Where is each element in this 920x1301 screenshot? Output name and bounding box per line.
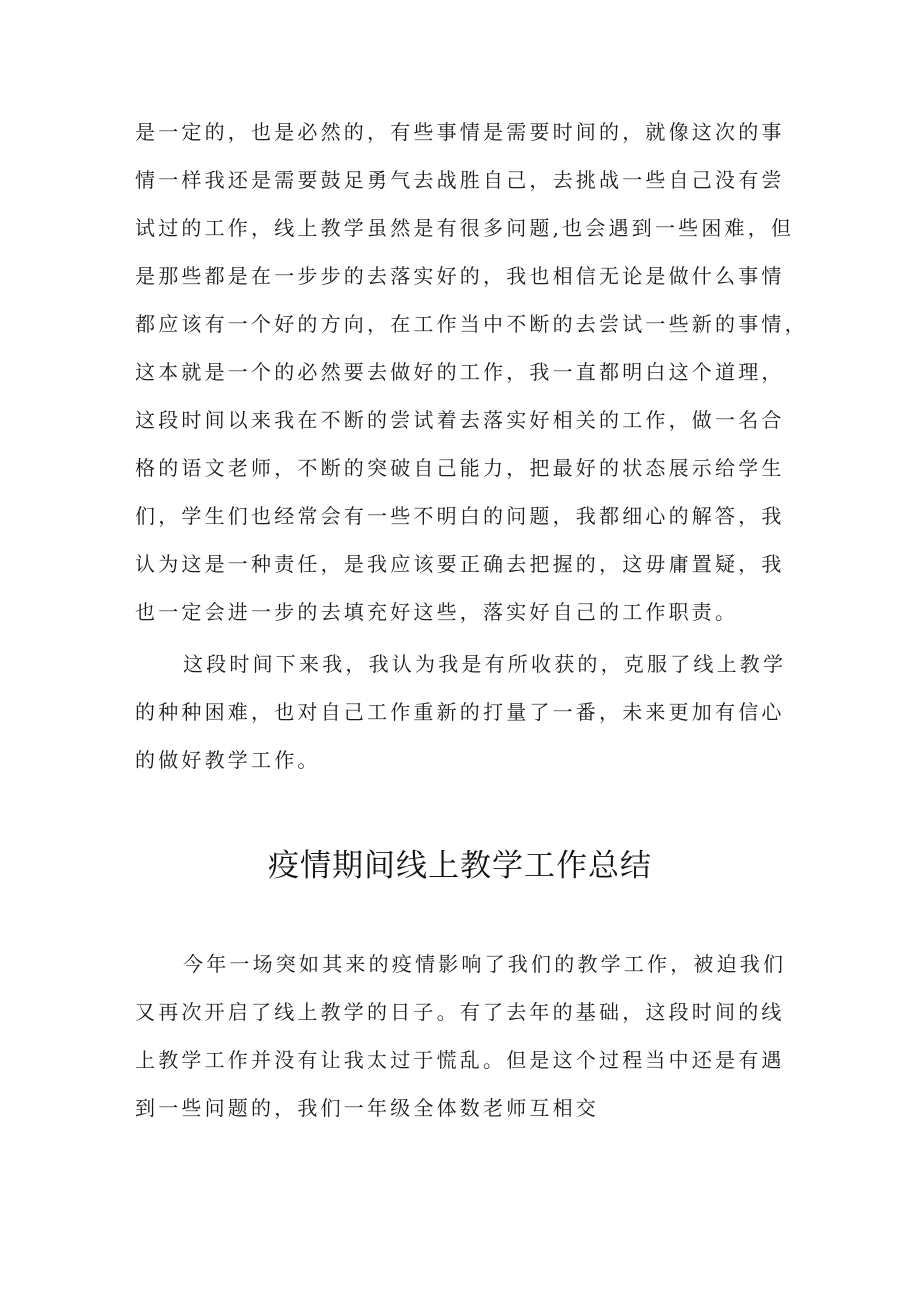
text-line: 这本就是一个的必然要去做好的工作，我一直都明白这个道理， <box>135 360 785 384</box>
section-title: 疫情期间线上教学工作总结 <box>268 848 652 884</box>
text-line: 到一些问题的，我们一年级全体数老师互相交 <box>135 1096 599 1120</box>
text-line: 认为这是一种责任，是我应该要正确去把握的，这毋庸置疑，我 <box>135 552 785 576</box>
text-line: 也一定会进一步的去填充好这些，落实好自己的工作职责。 <box>135 600 739 624</box>
text-line: 今年一场突如其来的疫情影响了我们的教学工作，被迫我们 <box>183 952 787 976</box>
text-line: 的种种困难，也对自己工作重新的打量了一番，未来更加有信心 <box>135 700 785 724</box>
text-line: 格的语文老师，不断的突破自己能力，把最好的状态展示给学生 <box>135 456 785 480</box>
text-line: 这段时间下来我，我认为我是有所收获的，克服了线上教学 <box>183 652 787 676</box>
text-line: 上教学工作并没有让我太过于慌乱。但是这个过程当中还是有遇 <box>135 1048 785 1072</box>
text-line: 们，学生们也经常会有一些不明白的问题，我都细心的解答，我 <box>135 504 785 528</box>
text-line: 又再次开启了线上教学的日子。有了去年的基础，这段时间的线 <box>135 1000 785 1024</box>
text-line: 都应该有一个好的方向，在工作当中不断的去尝试一些新的事情， <box>135 312 808 336</box>
text-line: 情一样我还是需要鼓足勇气去战胜自己，去挑战一些自己没有尝 <box>135 168 785 192</box>
text-line: 这段时间以来我在不断的尝试着去落实好相关的工作，做一名合 <box>135 408 785 432</box>
text-line: 是那些都是在一步步的去落实好的，我也相信无论是做什么事情 <box>135 264 785 288</box>
text-line: 是一定的，也是必然的，有些事情是需要时间的，就像这次的事 <box>135 120 785 144</box>
text-line: 试过的工作，线上教学虽然是有很多问题,也会遇到一些困难，但 <box>135 216 795 240</box>
text-line: 的做好教学工作。 <box>135 748 321 772</box>
